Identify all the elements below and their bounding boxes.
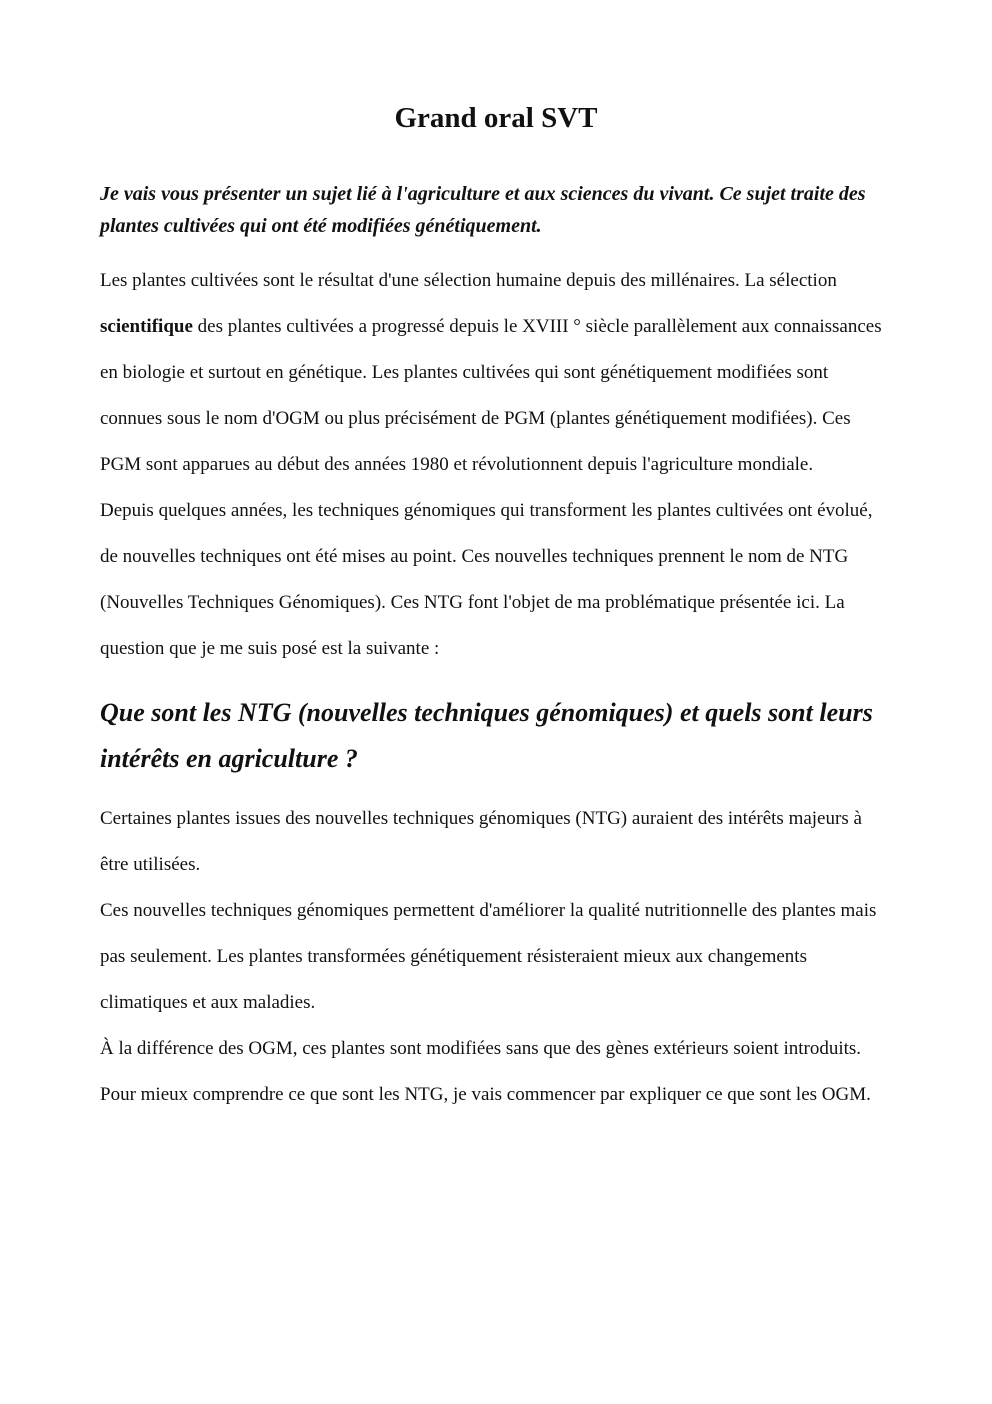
paragraph-3: Certaines plantes issues des nouvelles techniques génomiques (NTG) auraient des intérêts majeurs à être utilisées. xyxy=(100,808,862,875)
document-title: Grand oral SVT xyxy=(394,102,598,134)
paragraph-5: À la différence des OGM, ces plantes sont modifiées sans que des gènes extérieurs soient introduits. xyxy=(100,1038,862,1059)
paragraph-2: Depuis quelques années, les techniques génomiques qui transforment les plantes cultivées ont évolué, de nouvelles techniques ont été mises au point. Ces nouvelles techniques prennent le nom de NTG (Nouvelles Techniques Génomiques). Ces NTG font l'objet de ma problématique présentée ici. La question que je me suis posé est la suivante : xyxy=(100,500,873,659)
paragraph-1 xyxy=(100,258,892,488)
body-section-1 xyxy=(100,258,892,672)
problem-question: Que sont les NTG (nouvelles techniques génomiques) et quels sont leurs intérêts en agriculture ? xyxy=(100,698,873,773)
body-section-2 xyxy=(100,796,892,1118)
intro-text: Je vais vous présenter un sujet lié à l'agriculture et aux sciences du vivant. Ce sujet traite des plantes cultivées qui ont été modifiées génétiquement. xyxy=(100,183,866,237)
paragraph-6: Pour mieux comprendre ce que sont les NTG, je vais commencer par expliquer ce que sont les OGM. xyxy=(100,1084,871,1105)
paragraph-4: Ces nouvelles techniques génomiques permettent d'améliorer la qualité nutritionnelle des plantes mais pas seulement. Les plantes transformées génétiquement résisteraient mieux aux changements climatiques et aux maladies. xyxy=(100,900,877,1013)
paragraph-1-start: Les plantes cultivées sont le résultat d'une sélection humaine depuis des millénaires. La sélection xyxy=(100,270,837,291)
paragraph-1-end: des plantes cultivées a progressé depuis le XVIII ° siècle parallèlement aux connaissances en biologie et surtout en génétique. Les plantes cultivées qui sont génétiquement modifiées sont connues sous le nom d'OGM ou plus précisément de PGM (plantes génétiquement modifiées). Ces PGM sont apparues au début des années 1980 et révolutionnent depuis l'agriculture mondiale. xyxy=(100,316,882,475)
paragraph-1-bold-word: scientifique xyxy=(100,316,193,337)
